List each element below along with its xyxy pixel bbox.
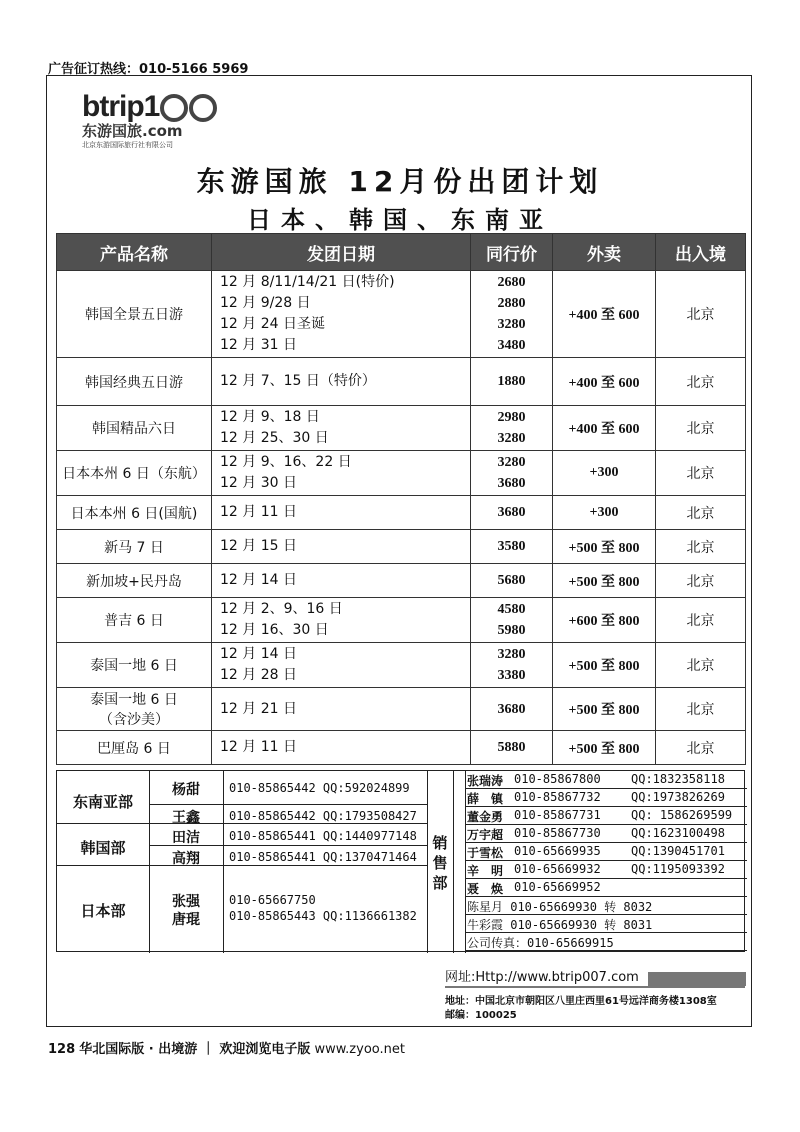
contact-phone: 010-85865442 QQ:592024899: [229, 781, 410, 795]
departure-dates-cell: 12 月 14 日 12 月 28 日: [212, 643, 471, 688]
sales-qq: QQ:1623100498: [631, 826, 725, 840]
table-row: [57, 643, 746, 688]
retail-markup-cell: +600 至 800: [553, 598, 656, 643]
trade-price-cell: 4580 5980: [471, 598, 553, 643]
port-cell: 北京: [656, 688, 746, 731]
trade-price-cell: 3680: [471, 688, 553, 731]
sales-qq: QQ:1973826269: [631, 790, 725, 804]
company-address: 地址：中国北京市朝阳区八里庄西里61号远洋商务楼1308室: [445, 996, 717, 1007]
sales-contact-row: [465, 933, 747, 951]
trade-price-cell: 3580: [471, 530, 553, 564]
retail-markup-cell: +500 至 800: [553, 688, 656, 731]
contact-name: 田洁: [172, 830, 200, 846]
trade-price-cell: 1880: [471, 358, 553, 406]
page-title: 东游国旅 12月份出团计划: [196, 165, 604, 198]
departure-dates-cell: 12 月 2、9、16 日 12 月 16、30 日: [212, 598, 471, 643]
table-header-row: [57, 234, 746, 271]
footer-text: 华北国际版 · 出境游 ｜ 欢迎浏览电子版: [79, 1042, 311, 1057]
trade-price-cell: 5880: [471, 731, 553, 765]
contact-name: 张强: [172, 894, 200, 910]
sales-contact-row: [465, 771, 747, 789]
sales-phone: 010-65669935: [514, 844, 601, 858]
departure-dates-cell: 12 月 8/11/14/21 日(特价) 12 月 9/28 日 12 月 24 日圣诞 12 月 31 日: [212, 271, 471, 358]
retail-markup-cell: +400 至 600: [553, 271, 656, 358]
table-row: [57, 451, 746, 496]
sales-contact-row: [465, 897, 747, 915]
trade-price-cell: 3280 3680: [471, 451, 553, 496]
sales-name: 张瑞涛: [467, 774, 504, 788]
dept-japan: 日本部: [80, 902, 126, 920]
sales-phone: 010-65669952: [514, 880, 601, 894]
port-cell: 北京: [656, 731, 746, 765]
page-subtitle: 日本、韩国、东南亚: [247, 206, 553, 234]
logo-circle-icon: [189, 94, 217, 122]
header-price: 同行价: [471, 234, 553, 271]
departure-dates-cell: 12 月 9、18 日 12 月 25、30 日: [212, 406, 471, 451]
port-cell: 北京: [656, 564, 746, 598]
table-row: [57, 406, 746, 451]
sales-contact-line: 公司传真：010-65669915: [467, 936, 614, 950]
departure-dates-cell: 12 月 7、15 日（特价）: [212, 358, 471, 406]
contact-box: [56, 770, 745, 952]
logo-text: btrip1: [82, 90, 160, 123]
contact-name: 高翔: [172, 851, 200, 867]
footer-url[interactable]: www.zyoo.net: [314, 1042, 405, 1057]
table-row: [57, 564, 746, 598]
port-cell: 北京: [656, 271, 746, 358]
departure-dates-cell: 12 月 11 日: [212, 731, 471, 765]
dept-korea: 韩国部: [80, 839, 126, 857]
port-cell: 北京: [656, 451, 746, 496]
product-name-cell: 日本本州 6 日（东航）: [57, 451, 212, 496]
retail-markup-cell: +400 至 600: [553, 358, 656, 406]
product-name-cell: 韩国全景五日游: [57, 271, 212, 358]
contact-phone: 010-85865441 QQ:1370471464: [229, 850, 417, 864]
product-name-cell: 新加坡+民丹岛: [57, 564, 212, 598]
contact-name: 唐琨: [172, 912, 200, 928]
table-row: [57, 731, 746, 765]
sales-phone: 010-85867800: [514, 772, 601, 786]
port-cell: 北京: [656, 406, 746, 451]
header-port: 出入境: [656, 234, 746, 271]
page-footer: [48, 1038, 405, 1057]
product-name-cell: 韩国经典五日游: [57, 358, 212, 406]
retail-markup-cell: +400 至 600: [553, 406, 656, 451]
website-underline: [445, 986, 745, 988]
sales-name: 薛 镇: [467, 792, 504, 806]
page-number: 128: [48, 1042, 76, 1057]
retail-markup-cell: +300: [553, 451, 656, 496]
table-row: [57, 688, 746, 731]
sales-contact-row: [465, 861, 747, 879]
trade-price-cell: 2980 3280: [471, 406, 553, 451]
port-cell: 北京: [656, 598, 746, 643]
postal-code: 邮编：100025: [445, 1010, 517, 1021]
sales-contact-line: 牛彩霞 010-65669930 转 8031: [467, 918, 653, 932]
sales-name: 辛 明: [467, 864, 504, 878]
product-name-cell: 泰国一地 6 日: [57, 643, 212, 688]
website-url[interactable]: 网址:Http://www.btrip007.com: [445, 970, 639, 985]
logo-company: 北京东游国际旅行社有限公司: [82, 141, 173, 150]
company-logo: [82, 92, 222, 150]
sales-phone: 010-65669932: [514, 862, 601, 876]
table-row: [57, 530, 746, 564]
ad-hotline: 广告征订热线：010-5166 5969: [48, 62, 249, 77]
sales-contact-line: 陈星月 010-65669930 转 8032: [467, 900, 653, 914]
product-name-cell: 巴厘岛 6 日: [57, 731, 212, 765]
logo-subtitle: 东游国旅.com: [82, 122, 183, 141]
sales-qq: QQ:1832358118: [631, 772, 725, 786]
product-name-cell: 韩国精品六日: [57, 406, 212, 451]
table-row: [57, 271, 746, 358]
product-name-cell: 新马 7 日: [57, 530, 212, 564]
table-row: [57, 358, 746, 406]
sales-phone: 010-85867732: [514, 790, 601, 804]
contact-name: 王鑫: [172, 810, 200, 826]
departure-dates-cell: 12 月 9、16、22 日 12 月 30 日: [212, 451, 471, 496]
trade-price-cell: 2680 2880 3280 3480: [471, 271, 553, 358]
dept-southeast-asia: 东南亚部: [72, 793, 133, 811]
product-name-cell: 泰国一地 6 日 （含沙美）: [57, 688, 212, 731]
retail-markup-cell: +500 至 800: [553, 643, 656, 688]
departure-dates-cell: 12 月 21 日: [212, 688, 471, 731]
product-name-cell: 普吉 6 日: [57, 598, 212, 643]
sales-contact-row: [465, 807, 747, 825]
sales-name: 聂 焕: [467, 882, 504, 896]
header-dates: 发团日期: [212, 234, 471, 271]
retail-markup-cell: +300: [553, 496, 656, 530]
retail-markup-cell: +500 至 800: [553, 731, 656, 765]
contact-phone: 010-85865442 QQ:1793508427: [229, 809, 417, 823]
sales-contact-row: [465, 915, 747, 933]
contact-phone: 010-65667750: [229, 893, 316, 907]
sales-qq: QQ:1390451701: [631, 844, 725, 858]
port-cell: 北京: [656, 643, 746, 688]
product-name-cell: 日本本州 6 日(国航): [57, 496, 212, 530]
contact-phone: 010-85865443 QQ:1136661382: [229, 909, 417, 923]
sales-contact-row: [465, 843, 747, 861]
contact-name: 杨甜: [172, 782, 200, 798]
table-row: [57, 598, 746, 643]
sales-phone: 010-85867731: [514, 808, 601, 822]
sales-dept-label: 销 售 部: [432, 834, 448, 892]
table-body: [57, 271, 746, 765]
sales-name: 董金勇: [467, 810, 504, 824]
sales-qq: QQ:1195093392: [631, 862, 725, 876]
tour-plan-table: [56, 233, 746, 765]
retail-markup-cell: +500 至 800: [553, 564, 656, 598]
departure-dates-cell: 12 月 15 日: [212, 530, 471, 564]
port-cell: 北京: [656, 496, 746, 530]
sales-qq: QQ: 1586269599: [631, 808, 733, 822]
trade-price-cell: 3280 3380: [471, 643, 553, 688]
trade-price-cell: 5680: [471, 564, 553, 598]
retail-markup-cell: +500 至 800: [553, 530, 656, 564]
port-cell: 北京: [656, 358, 746, 406]
contact-phone: 010-85865441 QQ:1440977148: [229, 829, 417, 843]
website-bar: [648, 972, 746, 986]
header-sale: 外卖: [553, 234, 656, 271]
port-cell: 北京: [656, 530, 746, 564]
departure-dates-cell: 12 月 14 日: [212, 564, 471, 598]
sales-name: 万宇超: [467, 828, 504, 842]
sales-contact-row: [465, 879, 747, 897]
sales-phone: 010-85867730: [514, 826, 601, 840]
logo-circle-icon: [160, 94, 188, 122]
trade-price-cell: 3680: [471, 496, 553, 530]
sales-name: 于雪松: [467, 846, 504, 860]
departure-dates-cell: 12 月 11 日: [212, 496, 471, 530]
table-row: [57, 496, 746, 530]
sales-contact-row: [465, 789, 747, 807]
sales-contact-row: [465, 825, 747, 843]
header-product: 产品名称: [57, 234, 212, 271]
